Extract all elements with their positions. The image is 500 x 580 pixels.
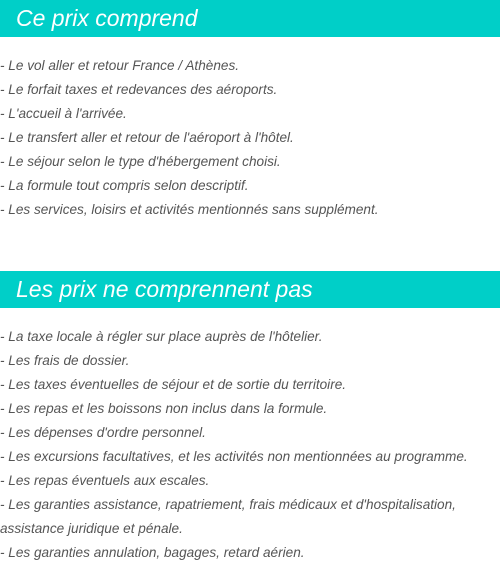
included-item-formule: - La formule tout compris selon descriptif. xyxy=(0,178,249,193)
included-item-taxes: - Le forfait taxes et redevances des aéroports. xyxy=(0,82,278,97)
included-item-sejour: - Le séjour selon le type d'hébergement choisi. xyxy=(0,154,281,169)
excluded-item-repas-boissons: - Les repas et les boissons non inclus dans la formule. xyxy=(0,401,328,416)
excluded-items-list xyxy=(0,325,500,565)
excluded-item-taxe-locale: - La taxe locale à régler sur place auprès de l'hôtelier. xyxy=(0,329,323,344)
included-section-title: Ce prix comprend xyxy=(0,0,500,37)
excluded-item-repas-escales: - Les repas éventuels aux escales. xyxy=(0,473,210,488)
included-item-services: - Les services, loisirs et activités mentionnés sans supplément. xyxy=(0,202,379,217)
excluded-item-garanties-assistance: - Les garanties assistance, rapatriement, frais médicaux et d'hospitalisation, assistance juridique et pénale. xyxy=(0,497,456,536)
included-items-list xyxy=(0,54,500,222)
excluded-item-depenses: - Les dépenses d'ordre personnel. xyxy=(0,425,206,440)
excluded-item-taxes-sejour: - Les taxes éventuelles de séjour et de sortie du territoire. xyxy=(0,377,347,392)
excluded-item-garanties-annulation: - Les garanties annulation, bagages, retard aérien. xyxy=(0,545,305,560)
included-item-vol: - Le vol aller et retour France / Athènes. xyxy=(0,58,240,73)
excluded-item-excursions: - Les excursions facultatives, et les activités non mentionnées au programme. xyxy=(0,449,468,464)
excluded-item-frais-dossier: - Les frais de dossier. xyxy=(0,353,130,368)
excluded-section-title: Les prix ne comprennent pas xyxy=(0,271,500,308)
included-item-accueil: - L'accueil à l'arrivée. xyxy=(0,106,127,121)
included-item-transfert: - Le transfert aller et retour de l'aéroport à l'hôtel. xyxy=(0,130,294,145)
